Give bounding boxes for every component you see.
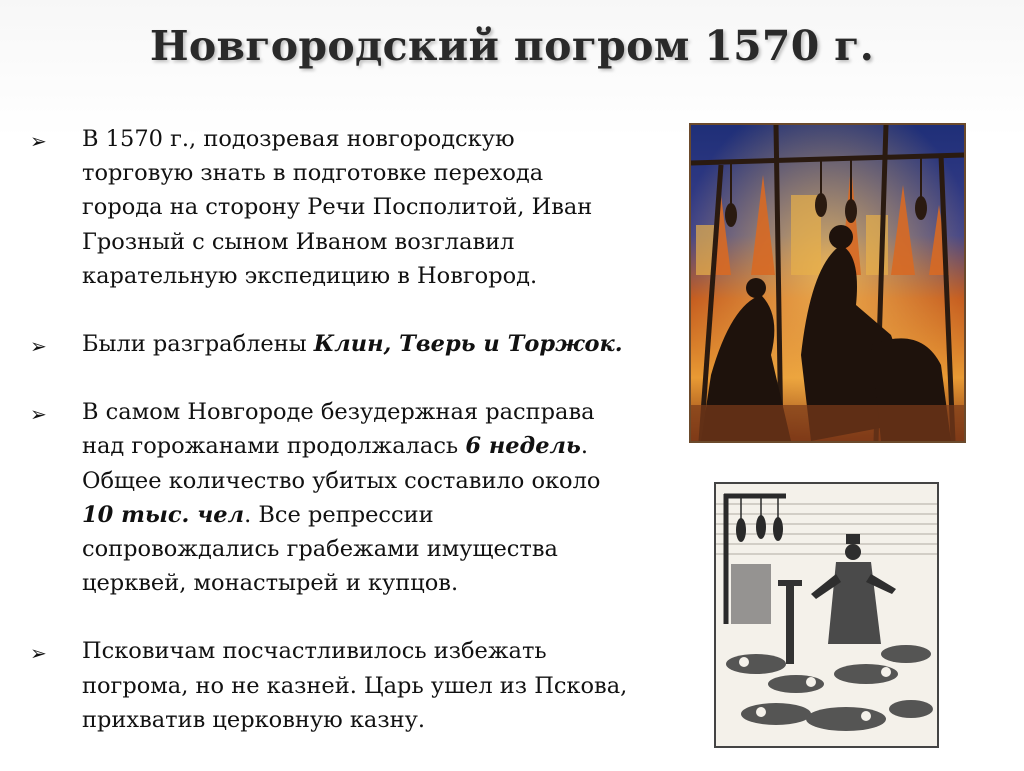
- bullet-item-2: [30, 327, 670, 361]
- slide-title: Новгородский погром 1570 г.: [149, 22, 875, 70]
- bullet-1-line-4: Грозный с сыном Иваном возглавил: [82, 228, 515, 255]
- bullet-3-line-3: Общее количество убитых составило около: [82, 467, 601, 494]
- bullet-item-4: [30, 634, 670, 737]
- bullet-item-3: [30, 395, 670, 600]
- bullet-1-line-3: города на сторону Речи Посполитой, Иван: [82, 194, 593, 221]
- arrow-bullet-icon: ➢: [30, 641, 47, 666]
- bullet-4-line-1: Псковичам посчастливилось избежать: [82, 638, 547, 665]
- bullet-1-line-5: карательную экспедицию в Новгород.: [82, 262, 538, 289]
- bullet-item-1: [30, 122, 670, 293]
- bullet-3-line-6: церквей, монастырей и купцов.: [82, 570, 459, 597]
- bullet-4-line-3: прихватив церковную казну.: [82, 706, 426, 733]
- bullet-1-line-2: торговую знать в подготовке перехода: [82, 160, 544, 187]
- bullet-3-line-2: над горожанами продолжалась: [82, 433, 466, 460]
- painting-execution-icon: [689, 123, 966, 443]
- bullet-2-emphasis: Клин, Тверь и Торжок.: [313, 331, 623, 358]
- bullet-3-line-5: сопровождались грабежами имущества: [82, 536, 558, 563]
- bullet-3-duration: 6 недель: [465, 433, 581, 460]
- arrow-bullet-icon: ➢: [30, 402, 47, 427]
- bullet-3-death-toll: 10 тыс. чел: [82, 501, 245, 528]
- bullet-4-line-2: погрома, но не казней. Царь ушел из Пскова,: [82, 672, 628, 699]
- engraving-massacre-icon: [714, 482, 939, 748]
- bullet-3-line-4-end: . Все репрессии: [244, 501, 434, 528]
- bullet-3-line-1: В самом Новгороде безудержная расправа: [82, 399, 595, 426]
- bullet-2-text: Были разграблены: [82, 331, 314, 358]
- arrow-bullet-icon: ➢: [30, 334, 47, 359]
- bullet-list: [30, 122, 670, 771]
- bullet-1-line-1: В 1570 г., подозревая новгородскую: [82, 126, 515, 152]
- bullet-3-line-2-end: .: [580, 433, 588, 460]
- arrow-bullet-icon: ➢: [30, 129, 47, 153]
